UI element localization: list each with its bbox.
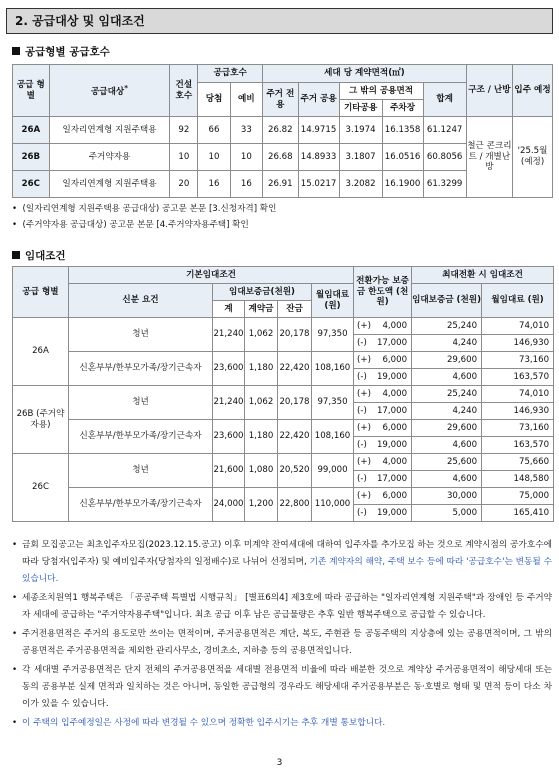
rent-contract: 1,200 [245,488,278,522]
max-monthly: 74,010 [482,318,554,335]
rent-monthly: 108,160 [312,352,354,386]
bullet-dot-icon: • [12,665,18,675]
rent-monthly: 99,000 [312,454,354,488]
rent-deposit-total: 23,600 [213,420,245,454]
max-monthly: 75,660 [482,454,554,471]
rent-contract: 1,180 [245,352,278,386]
supply-note: • (일자리연계형 지원주택용 공급대상) 공고문 본문 [3.신청자격] 확인 [12,204,277,214]
rent-header-contract: 계약금 [245,301,278,318]
rent-header-max-monthly: 월임대료 (원) [482,284,554,318]
conv-amount: 4,000 [374,454,412,471]
row-first: 10 [198,144,230,171]
rent-contract: 1,062 [245,386,278,420]
conv-amount: 6,000 [374,352,412,369]
supply-note: • (주거약자용 공급대상) 공고문 본문 [4.주거약자용주택] 확인 [12,220,249,230]
row-first: 66 [198,117,230,144]
rent-qualification: 청년 [69,318,213,352]
rent-row [13,454,554,471]
row-households: 92 [170,117,198,144]
rent-deposit-total: 21,240 [213,386,245,420]
rent-row [13,318,554,335]
header-area: 세대 당 계약면적(㎡) [263,65,467,83]
rent-balance: 20,178 [278,318,312,352]
row-parking: 16.1900 [382,171,423,198]
row-exclusive: 26.91 [263,171,299,198]
conv-amount: 4,000 [374,386,412,403]
rent-qualification: 청년 [69,386,213,420]
header-common: 주거 공용 [298,83,339,117]
rent-deposit-total: 24,000 [213,488,245,522]
rent-balance: 20,178 [278,386,312,420]
notice-item [12,590,552,624]
max-deposit: 25,240 [412,318,482,335]
max-monthly: 146,930 [482,403,554,420]
row-parking: 16.0516 [382,144,423,171]
rent-header-total: 계 [213,301,245,318]
structure-value: 철근 콘크리트 / 개별난방 [466,117,512,198]
max-deposit: 25,240 [412,386,482,403]
header-first: 당첨 [198,83,230,117]
conv-sign: (+) [354,318,374,335]
row-common: 14.9715 [298,117,339,144]
rent-header-type: 공급 형별 [13,267,69,318]
rent-qualification: 신혼부부/한부모가족/장기근속자 [69,352,213,386]
row-target: 일자리연계형 지원주택용 [49,117,170,144]
conv-sign: (-) [354,505,374,522]
rent-deposit-total: 21,600 [213,454,245,488]
header-target: 공급대상* [49,65,170,117]
conv-amount: 19,000 [374,369,412,386]
max-deposit: 4,600 [412,437,482,454]
row-etc-common: 3.1974 [339,117,382,144]
max-deposit: 25,600 [412,454,482,471]
max-deposit: 29,600 [412,352,482,369]
max-deposit: 29,600 [412,420,482,437]
header-type: 공급 형별 [13,65,50,117]
move-in-value: '25.5월 (예정) [513,117,553,198]
notice-item [12,662,552,713]
bullet-dot-icon: • [12,540,18,550]
max-monthly: 75,000 [482,488,554,505]
page-number: 3 [276,758,283,768]
row-households: 20 [170,171,198,198]
notice-text: 주거전용면적은 주거의 용도로만 쓰이는 면적이며, 주거공용면적은 계단, 복도, 주현관 등 공동주택의 지상층에 있는 공용면적이며, 그 밖의 공용면적은 주거공용면적을 제외한 관리사무소, 경비초소, 지하층 등의 공용면적입니다. [22,629,552,656]
rent-contract: 1,080 [245,454,278,488]
row-reserve: 10 [230,144,262,171]
rent-balance: 20,520 [278,454,312,488]
row-type: 26B [13,144,50,171]
conv-amount: 4,000 [374,318,412,335]
header-move-in: 입주 예정 [513,65,553,117]
max-deposit: 4,600 [412,471,482,488]
conv-sign: (-) [354,369,374,386]
supply-table [12,64,553,198]
row-first: 16 [198,171,230,198]
row-etc-common: 3.1807 [339,144,382,171]
supply-subtitle: 공급형별 공급호수 [12,44,110,59]
rent-balance: 22,420 [278,420,312,454]
header-households: 건설 호수 [170,65,198,117]
row-target: 일자리연계형 지원주택용 [49,171,170,198]
max-monthly: 74,010 [482,386,554,403]
rent-qualification: 신혼부부/한부모가족/장기근속자 [69,488,213,522]
row-reserve: 16 [230,171,262,198]
row-total: 60.8056 [423,144,466,171]
max-monthly: 148,580 [482,471,554,488]
rent-type: 26A [13,318,69,386]
rent-monthly: 97,350 [312,386,354,420]
section-title: 2. 공급대상 및 임대조건 [6,8,553,34]
conv-sign: (+) [354,454,374,471]
rent-contract: 1,062 [245,318,278,352]
header-reserve: 예비 [230,83,262,117]
row-total: 61.3299 [423,171,466,198]
conv-sign: (-) [354,437,374,454]
bullet-dot-icon: • [12,718,18,728]
conv-sign: (-) [354,335,374,352]
max-deposit: 30,000 [412,488,482,505]
rent-header-qualification: 신분 요건 [69,284,213,318]
rent-balance: 22,420 [278,352,312,386]
max-deposit: 4,240 [412,335,482,352]
rent-monthly: 97,350 [312,318,354,352]
notice-item [12,626,552,660]
header-exclusive: 주거 전용 [263,83,299,117]
conv-sign: (+) [354,488,374,505]
header-structure: 구조 / 난방 [466,65,512,117]
notice-highlight: 이 주택의 입주예정일은 사정에 따라 변경될 수 있으며 정확한 입주시기는 추후 개별 통보합니다. [22,718,386,728]
conv-amount: 6,000 [374,420,412,437]
rent-qualification: 청년 [69,454,213,488]
header-total: 합계 [423,83,466,117]
rent-header-deposit: 임대보증금(천원) [213,284,312,301]
rent-header-max-deposit: 임대보증금 (천원) [412,284,482,318]
notice-item [12,715,552,732]
rent-qualification: 신혼부부/한부모가족/장기근속자 [69,420,213,454]
header-parking: 주차장 [382,100,423,117]
rent-type: 26C [13,454,69,522]
rent-header-max-conv: 최대전환 시 임대조건 [412,267,554,284]
notice-list [12,537,552,734]
notice-text: 각 세대별 주거공용면적은 단지 전체의 주거공용면적을 세대별 전용면적 비율에 따라 배분한 것으로 계약상 주거공용면적이 해당세대 또는 동의 공용부분 실제 면적과 일치하는 것은 아니며, 동일한 공급형의 경우라도 해당세대 주거공용부분은 동·호별로 형태 및 면적 등이 다소 차이가 있을 수 있습니다. [22,665,552,709]
notice-text: 세종조치원역1 행복주택은 「공공주택 특별법 시행규칙」 [별표6의4] 제3호에 따라 공급하는 "일자리연계형 지원주택"과 장애인 등 주거약자 세대에 공급하는 "주거약자용주택"입니다. 최초 공급 이후 남은 공급물량은 추후 일반 행복주택으로 공급할 수 있습니다. [22,593,552,620]
conv-amount: 17,000 [374,471,412,488]
row-households: 10 [170,144,198,171]
rent-contract: 1,180 [245,420,278,454]
notice-highlight: 기존 계약자의 해약, 주택 보수 등에 따라 '공급호수'는 변동될 수 있습니다. [22,557,552,584]
max-deposit: 4,240 [412,403,482,420]
rent-type: 26B (주거약자용) [13,386,69,454]
rent-row [13,386,554,403]
rent-header-monthly: 월임대료 (원) [312,284,354,318]
conv-sign: (-) [354,471,374,488]
rent-row [13,488,554,505]
max-monthly: 73,160 [482,420,554,437]
bullet-dot-icon: • [12,629,18,639]
header-supply-count: 공급호수 [198,65,263,83]
bullet-dot-icon: • [12,593,18,603]
conv-amount: 19,000 [374,437,412,454]
row-type: 26A [13,117,50,144]
notice-item [12,537,552,588]
rent-deposit-total: 21,240 [213,318,245,352]
row-total: 61.1247 [423,117,466,144]
max-deposit: 5,000 [412,505,482,522]
rent-header-basic: 기본임대조건 [69,267,354,284]
conv-sign: (+) [354,420,374,437]
row-reserve: 33 [230,117,262,144]
rent-monthly: 110,000 [312,488,354,522]
rent-monthly: 108,160 [312,420,354,454]
conv-sign: (+) [354,386,374,403]
row-exclusive: 26.68 [263,144,299,171]
rent-subtitle: 임대조건 [12,248,66,263]
rent-balance: 22,800 [278,488,312,522]
row-common: 14.8933 [298,144,339,171]
conv-amount: 17,000 [374,335,412,352]
square-bullet-icon [12,251,20,259]
row-type: 26C [13,171,50,198]
rent-header-balance: 잔금 [278,301,312,318]
header-other-common: 그 밖의 공용면적 [339,83,423,100]
row-exclusive: 26.82 [263,117,299,144]
conv-amount: 17,000 [374,403,412,420]
header-etc-common: 기타공용 [339,100,382,117]
max-monthly: 146,930 [482,335,554,352]
conv-sign: (+) [354,352,374,369]
row-target: 주거약자용 [49,144,170,171]
row-common: 15.0217 [298,171,339,198]
rent-row [13,352,554,369]
conv-amount: 19,000 [374,505,412,522]
square-bullet-icon [12,47,20,55]
max-deposit: 4,600 [412,369,482,386]
notice-text: 금회 모집공고는 최초입주자모집(2023.12.15.공고) 이후 미계약 잔여세대에 대하여 입주자를 추가모집 하는 것으로 계약시점의 공가호수에 따라 당첨자(입주자) 및 예비입주자(당첨자의 일정배수)로 나뉘어 선정되며, [22,540,552,567]
max-monthly: 165,410 [482,505,554,522]
conv-amount: 6,000 [374,488,412,505]
row-etc-common: 3.2082 [339,171,382,198]
row-parking: 16.1358 [382,117,423,144]
max-monthly: 73,160 [482,352,554,369]
max-monthly: 163,570 [482,369,554,386]
rent-header-convertible: 전환가능 보증금 한도액 (천원) [354,267,412,318]
rent-row [13,420,554,437]
conv-sign: (-) [354,403,374,420]
max-monthly: 163,570 [482,437,554,454]
rent-table [12,266,554,522]
rent-deposit-total: 23,600 [213,352,245,386]
